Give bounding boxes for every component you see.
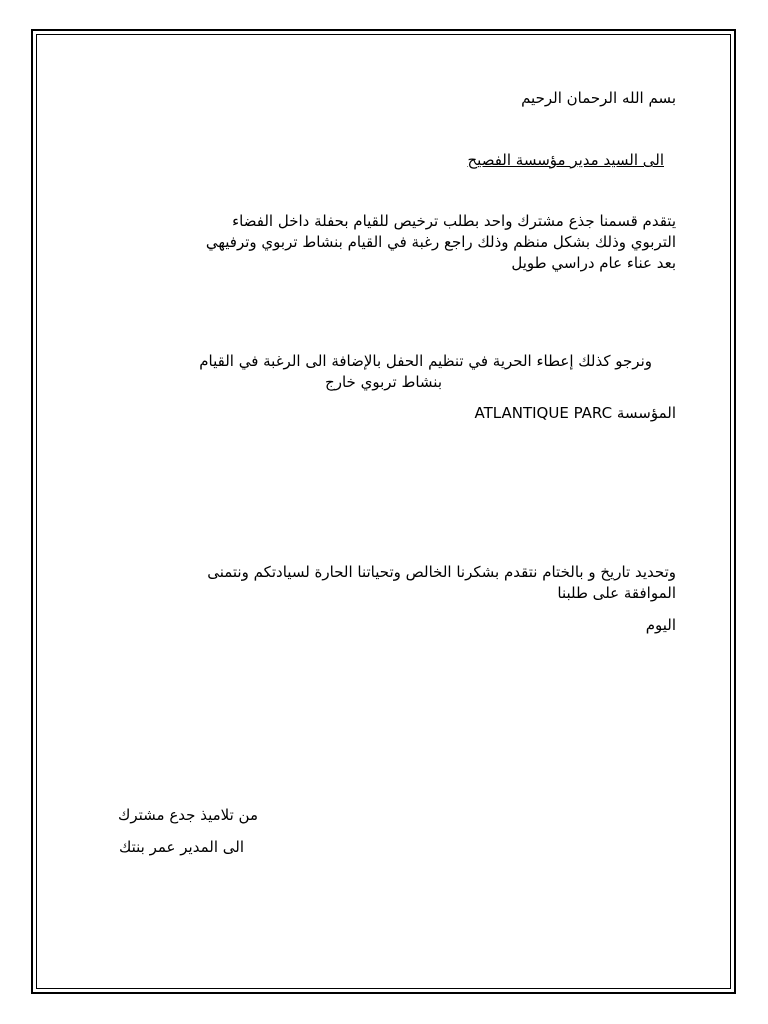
paragraph-closing-line-1: وتحديد تاريخ و بالختام نتقدم بشكرنا الخالص وتحياتنا الحارة لسيادتكم ونتمنى	[207, 563, 676, 581]
paragraph-freedom-line-2: بنشاط تربوي خارج	[325, 373, 442, 391]
paragraph-request-line-1: يتقدم قسمنا جذع مشترك واحد بطلب ترخيص للقيام بحفلة داخل الفضاء	[232, 212, 676, 230]
institution-line: المؤسسة ATLANTIQUE PARC	[474, 404, 676, 422]
recipient-line: الى المدير عمر بنتك	[118, 838, 244, 856]
addressee: الى السيد مدير مؤسسة الفصيح	[467, 151, 664, 169]
paragraph-closing	[76, 562, 676, 604]
paragraph-request-line-2: التربوي وذلك بشكل منظم وذلك راجع رغبة في القيام بنشاط تربوي وترفيهي	[205, 233, 676, 251]
paragraph-closing-line-2: الموافقة على طلبنا	[557, 584, 676, 602]
date-label: اليوم	[645, 616, 676, 634]
paragraph-request-line-3: بعد عناء عام دراسي طويل	[511, 254, 676, 272]
basmala: بسم الله الرحمان الرحيم	[521, 89, 676, 107]
paragraph-freedom-line-1: ونرجو كذلك إعطاء الحرية في تنظيم الحفل بالإضافة الى الرغبة في القيام	[199, 352, 652, 370]
sender-line: من تلاميذ جدع مشترك	[118, 806, 258, 824]
paragraph-request	[76, 211, 676, 274]
